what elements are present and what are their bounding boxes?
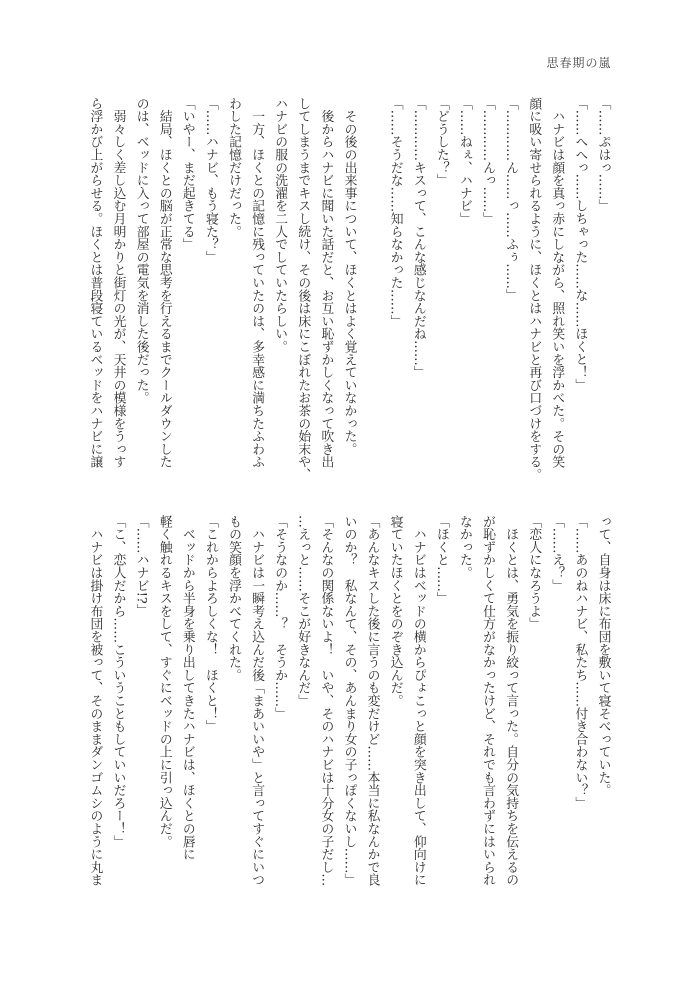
- text-column: なかった。: [456, 515, 472, 579]
- text-column: 「どうした？」: [433, 97, 449, 187]
- running-header-title: 思春期の嵐: [546, 56, 612, 70]
- text-column: 寝ていたほくとをのぞき込んだ。: [387, 515, 403, 707]
- text-column: ら浮かび上がらせる。ほくとは普段寝ているベッドをハナビに譲: [87, 97, 103, 469]
- text-column: 顔に吸い寄せられるように、ほくとはハナビと再び口づけをする。: [526, 97, 542, 481]
- text-column: ハナビは掛け布団を被って、そのままダンゴムシのように丸ま: [87, 515, 103, 887]
- text-column: もの笑顔を浮かべてくれた。: [226, 515, 241, 682]
- text-column: 「…………キスって、こんな感じなんだね……」: [410, 97, 426, 379]
- text-column: 「……そうだな……知らなかった……」: [387, 97, 403, 328]
- text-column: 軽く触れるキスをして、すぐにベッドの上に引っ込んだ。: [156, 515, 172, 848]
- text-column: ハナビは一瞬考え込んだ後「まあいいや」と言ってすぐにいつ: [249, 515, 265, 887]
- text-column: 「…………んっ……」: [480, 97, 496, 225]
- text-column: 「……ハナビ!?」: [133, 515, 149, 617]
- text-block-upper: [83, 97, 614, 497]
- text-column: のは、ベッドに入って部屋の電気を消した後だった。: [133, 97, 149, 405]
- text-column: 「……ねぇ、ハナビ」: [456, 97, 472, 225]
- text-column: 「ほくと……」: [433, 515, 449, 605]
- text-column: 後からハナビに聞いた話だと、お互い恥ずかしくなって吹き出: [318, 97, 334, 469]
- text-column: ハナビは顔を真っ赤にしながら、照れ笑いを浮かべた。その笑: [549, 97, 565, 469]
- text-column: ほくとは、勇気を振り絞って言った。自分の気持ちを伝えるの: [503, 515, 519, 887]
- text-column: 「…………ん……っ……ふぅ……」: [503, 97, 519, 302]
- text-column: 「これからよろしくな！ ほくと！」: [202, 515, 218, 733]
- text-column: ハナビの服の洗濯を二人でしていたらしい。: [272, 97, 288, 353]
- text-column: ベッドから半身を乗り出してきたハナビは、ほくとの唇に: [179, 515, 195, 861]
- text-column: 「こ、恋人だから……こういうこともしていいだろー！」: [110, 515, 126, 848]
- text-column: 「いやー、まだ起きてる」: [179, 97, 195, 251]
- text-column: 「……え？」: [549, 515, 565, 592]
- text-column: 「そうなのか……？ そうか……」: [272, 515, 288, 720]
- text-column: 一方、ほくとの記憶に残っていたのは、多幸感に満ちたふわふ: [249, 97, 265, 469]
- text-column: が恥ずかしくて仕方がなかったけど、それでも言わずにはいられ: [480, 515, 496, 887]
- text-column: 「恋人になろうよ」: [526, 515, 542, 631]
- text-column: してしまうまでキスし続け、その後は床にこぼれたお茶の始末や、: [295, 97, 311, 481]
- text-column: その後の出来事について、ほくとはよく覚えていなかった。: [341, 97, 357, 456]
- text-column: 「……あのねハナビ、私たち……付き合わない？」: [572, 515, 588, 810]
- text-column: 「……ぷはっ……」: [595, 97, 611, 213]
- text-block-lower: [83, 515, 614, 915]
- text-column: 「そんなの関係ないよ！ いや、そのハナビは十分女の子だし…: [318, 515, 334, 887]
- text-column: って、自身は床に布団を敷いて寝そべっていた。: [595, 515, 611, 797]
- text-column: [360, 97, 383, 497]
- text-column: 「あんなキスした後に言うのも変だけど……本当に私なんかで良: [364, 515, 380, 887]
- text-column: わした記憶だけだった。: [226, 97, 241, 238]
- text-column: 「……ハナビ、もう寝た？」: [202, 97, 218, 264]
- text-column: ハナビはベッドの横からぴょこっと顔を突き出して、仰向けに: [410, 515, 426, 887]
- text-column: いのか？ 私なんて、その、あんまり女の子っぽくないし……」: [341, 515, 357, 887]
- text-column: 「……へへっ……しちゃった……な……ほくと！」: [572, 97, 588, 392]
- text-column: 弱々しく差し込む月明かりと街灯の光が、天井の模様をうっす: [110, 97, 126, 469]
- text-column: …えっと……そこが好きなんだ」: [295, 515, 311, 707]
- text-column: 結局、ほくとの脳が正常な思考を行えるまでクールダウンした: [156, 97, 172, 469]
